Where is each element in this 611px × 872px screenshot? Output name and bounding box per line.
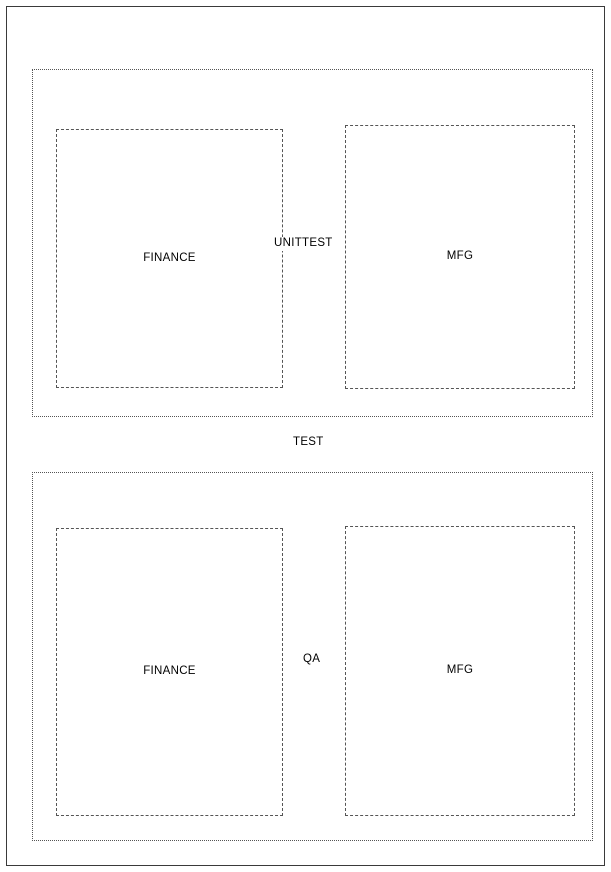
diagram-outer-frame (6, 6, 605, 866)
node-label: MFG (446, 664, 474, 677)
node-label: MFG (446, 250, 474, 263)
node-unittest-finance[interactable] (56, 129, 283, 388)
group-label-unittest: UNITTEST (274, 237, 333, 249)
node-label: FINANCE (143, 251, 196, 264)
node-unittest-mfg[interactable] (345, 125, 575, 389)
group-label-qa: QA (303, 653, 321, 665)
node-qa-mfg[interactable] (345, 526, 575, 816)
node-qa-finance[interactable] (56, 528, 283, 816)
diagram-title: TEST (293, 436, 324, 448)
node-label: FINANCE (143, 665, 196, 678)
